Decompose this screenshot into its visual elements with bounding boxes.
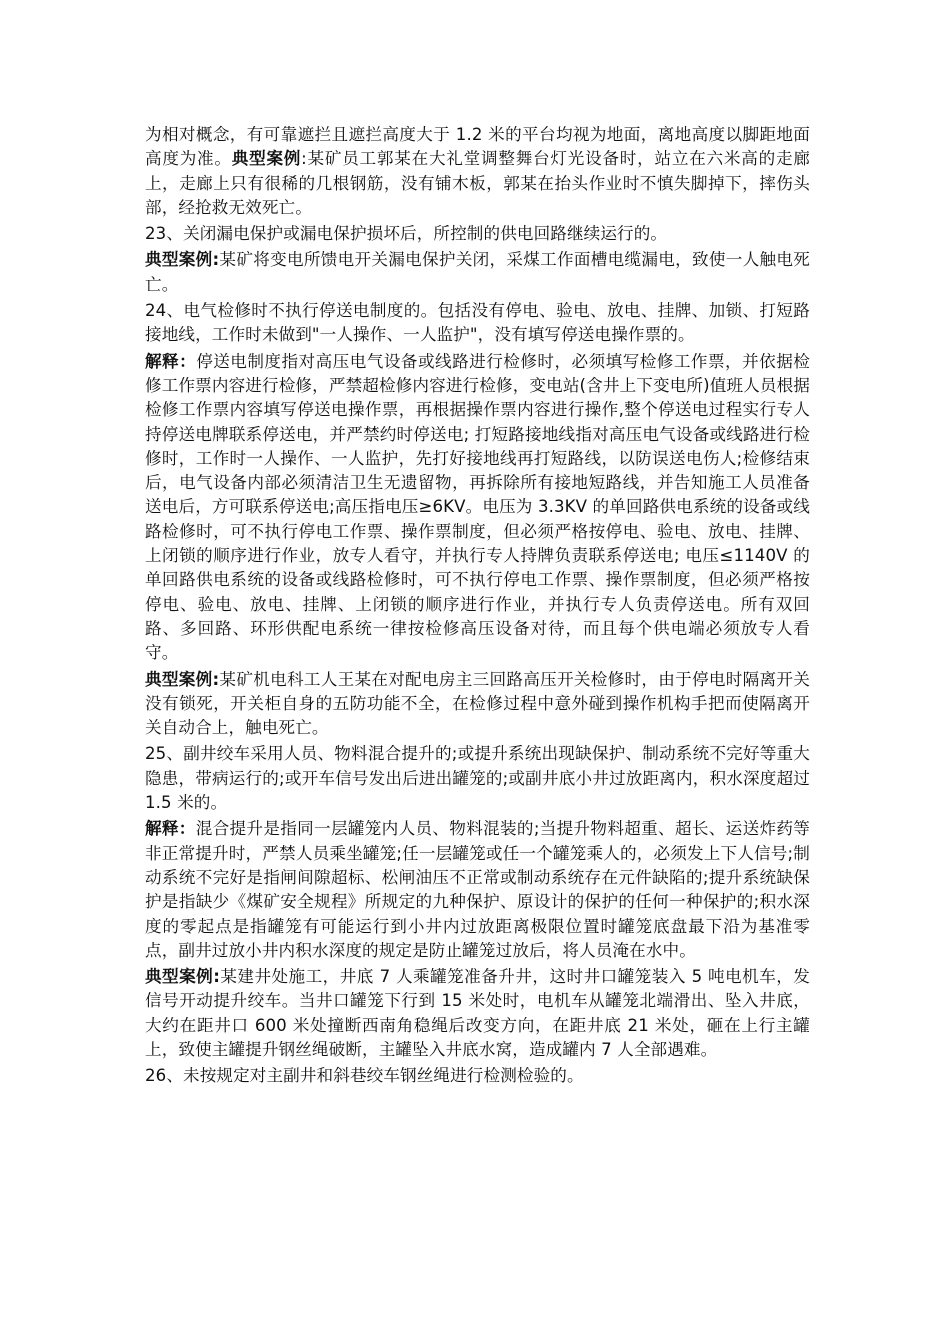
paragraph-explanation-24 xyxy=(145,350,810,666)
document-body xyxy=(145,123,810,1091)
paragraph-case-25 xyxy=(145,965,810,1062)
paragraph-text: 23、关闭漏电保护或漏电保护损坏后，所控制的供电回路继续运行的。 xyxy=(145,224,668,244)
paragraph-label: 典型案例: xyxy=(145,967,220,987)
paragraph-item-23 xyxy=(145,222,810,246)
paragraph-text: 某矿将变电所馈电开关漏电保护关闭，采煤工作面槽电缆漏电，致使一人触电死亡。 xyxy=(145,250,810,294)
paragraph-label: 典型案例: xyxy=(145,669,220,689)
paragraph-label: 典型案例: xyxy=(145,250,220,270)
paragraph-item-26 xyxy=(145,1064,810,1088)
paragraph-text: :某矿员工郭某在大礼堂调整舞台灯光设备时，站立在六米高的走廊上，走廊上只有很稀的几根钢筋，没有铺木板，郭某在抬头作业时不慎失脚掉下，摔伤头部，经抢救无效死亡。 xyxy=(145,149,810,217)
paragraph-intro xyxy=(145,123,810,220)
paragraph-label: 典型案例 xyxy=(231,149,302,169)
paragraph-text: 26、未按规定对主副井和斜巷绞车钢丝绳进行检测检验的。 xyxy=(145,1066,584,1086)
paragraph-item-25 xyxy=(145,742,810,815)
paragraph-text: 混合提升是指同一层罐笼内人员、物料混装的;当提升物料超重、超长、运送炸药等非正常提升时，严禁人员乘坐罐笼;任一层罐笼或任一个罐笼乘人的，必须发上下人信号;制动系统不完好是指闸间隙超标、松闸油压不正常或制动系统存在元件缺陷的;提升系统缺保护是指缺少《煤矿安全规程》所规定的九种保护、原设计的保护的任何一种保护的;积水深度的零起点是指罐笼有可能运行到小井内过放距离极限位置时罐笼底盘最下沿为基准零点，副井过放小井内积水深度的规定是防止罐笼过放后，将人员淹在水中。 xyxy=(145,819,810,960)
paragraph-case-24 xyxy=(145,668,810,741)
paragraph-text: 停送电制度指对高压电气设备或线路进行检修时，必须填写检修工作票，并依据检修工作票内容进行检修，严禁超检修内容进行检修，变电站(含井上下变电所)值班人员根据检修工作票内容填写停送电操作票，再根据操作票内容进行操作,整个停送电过程实行专人持停送电牌联系停送电，并严禁约时停送电; 打短路接地线指对高压电气设备或线路进行检修时，工作时一人操作、一人监护，先打好接地线再打短路线，以防误送电伤人;检修结束后，电气设备内部必须清洁卫生无遗留物，再拆除所有接地短路线，并告知施工人员准备送电后，方可联系停送电;高压指电压≥6KV。电压为 3.3KV 的单回路供电系统的设备或线路检修时，可不执行停电工作票、操作票制度，但必须严格按停电、验电、放电、挂牌、上闭锁的顺序进行作业，放专人看守，并执行专人持牌负责联系停送电; 电压≤1140V 的单回路供电系统的设备或线路检修时，可不执行停电工作票、操作票制度，但必须严格按停电、验电、放电、挂牌、上闭锁的顺序进行作业，并执行专人负责停送电。所有双回路、多回路、环形供配电系统一律按检修高压设备对待，而且每个供电端必须放专人看守。 xyxy=(145,351,810,663)
paragraph-label: 解释： xyxy=(145,351,197,371)
paragraph-text: 25、副井绞车采用人员、物料混合提升的;或提升系统出现缺保护、制动系统不完好等重大隐患，带病运行的;或开车信号发出后进出罐笼的;或副井底小井过放距离内，积水深度超过 1.5 米的。 xyxy=(145,744,810,813)
paragraph-text: 24、电气检修时不执行停送电制度的。包括没有停电、验电、放电、挂牌、加锁、打短路接地线，工作时未做到"一人操作、一人监护"，没有填写停送电操作票的。 xyxy=(145,301,810,345)
paragraph-text: 为相对概念，有可靠遮拦且遮拦高度大于 1.2 米的平台均视为地面，离地高度以脚距地面高度为准。 xyxy=(145,125,810,169)
paragraph-case-23 xyxy=(145,248,810,297)
paragraph-label: 解释： xyxy=(145,819,196,839)
paragraph-item-24 xyxy=(145,299,810,348)
paragraph-explanation-25 xyxy=(145,817,810,963)
paragraph-text: 某建井处施工，井底 7 人乘罐笼准备升井，这时井口罐笼装入 5 吨电机车，发信号开动提升绞车。当井口罐笼下行到 15 米处时，电机车从罐笼北端滑出、坠入井底，大约在距井口 600 米处撞断西南角稳绳后改变方向，在距井底 21 米处，砸在上行主罐上，致使主罐提升钢丝绳破断，主罐坠入井底水窝，造成罐内 7 人全部遇难。 xyxy=(145,967,811,1059)
paragraph-text: 某矿机电科工人王某在对配电房主三回路高压开关检修时，由于停电时隔离开关没有锁死，开关柜自身的五防功能不全，在检修过程中意外碰到操作机构手把而使隔离开关自动合上，触电死亡。 xyxy=(145,669,810,738)
